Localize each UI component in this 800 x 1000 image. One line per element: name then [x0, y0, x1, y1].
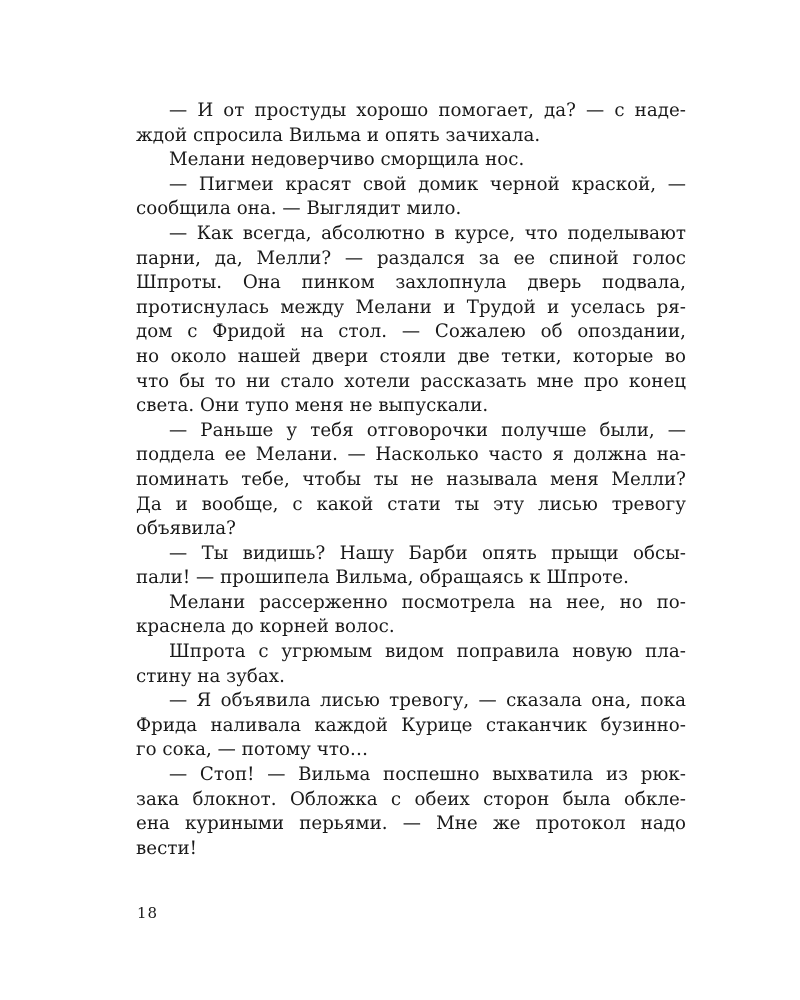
text-line: — Стоп! — Вильма поспешно выхватила из рюк-: [169, 764, 686, 786]
text-line: ена куриными перьями. — Мне же протокол надо: [136, 813, 686, 835]
text-line: Шпрота с угрюмым видом поправила новую пла-: [169, 641, 686, 663]
text-line: ждой спросила Вильма и опять зачихала.: [136, 124, 541, 146]
text-line: поминать тебе, чтобы ты не называла меня Мелли?: [136, 468, 686, 490]
text-line: Мелани рассерженно посмотрела на нее, но по-: [169, 591, 686, 613]
text-line: — Я объявила лисью тревогу, — сказала она, пока: [169, 690, 686, 712]
text-line: Да и вообще, с какой стати ты эту лисью тревогу: [136, 493, 686, 515]
text-line: — Как всегда, абсолютно в курсе, что поделывают: [169, 222, 686, 244]
text-line: дом с Фридой на стол. — Сожалею об опоздании,: [136, 321, 686, 343]
text-line: го сока, — потому что…: [136, 739, 369, 761]
text-line: — Ты видишь? Нашу Барби опять прыщи обсы-: [169, 542, 686, 564]
text-line: света. Они тупо меня не выпускали.: [136, 395, 489, 417]
text-line: вести!: [136, 837, 197, 859]
text-line: Шпроты. Она пинком захлопнула дверь подвала,: [136, 272, 686, 294]
text-line: сообщила она. — Выглядит мило.: [136, 198, 462, 220]
text-line: объявила?: [136, 518, 236, 540]
text-line: — Раньше у тебя отговорочки получше были, —: [169, 419, 686, 441]
text-line: Фрида наливала каждой Курице стаканчик бузинно-: [136, 714, 686, 736]
text-line: стину на зубах.: [136, 665, 285, 687]
text-line: протиснулась между Мелани и Трудой и уселась ря-: [136, 296, 686, 318]
text-line: краснела до корней волос.: [136, 616, 395, 638]
text-line: поддела ее Мелани. — Насколько часто я должна на-: [136, 444, 686, 466]
text-line: но около нашей двери стояли две тетки, которые во: [136, 345, 686, 367]
page-text: [136, 99, 686, 861]
text-line: Мелани недоверчиво сморщила нос.: [169, 149, 525, 171]
text-line: зака блокнот. Обложка с обеих сторон была обкле-: [136, 788, 686, 810]
text-line: — И от простуды хорошо помогает, да? — с наде-: [169, 100, 686, 121]
text-line: парни, да, Мелли? — раздался за ее спиной голос: [136, 247, 686, 269]
text-line: пали! — прошипела Вильма, обращаясь к Шпроте.: [136, 567, 629, 589]
page-number: 18: [137, 904, 159, 922]
text-line: — Пигмеи красят свой домик черной краской, —: [169, 173, 686, 195]
text-line: что бы то ни стало хотели рассказать мне про конец: [136, 370, 686, 392]
